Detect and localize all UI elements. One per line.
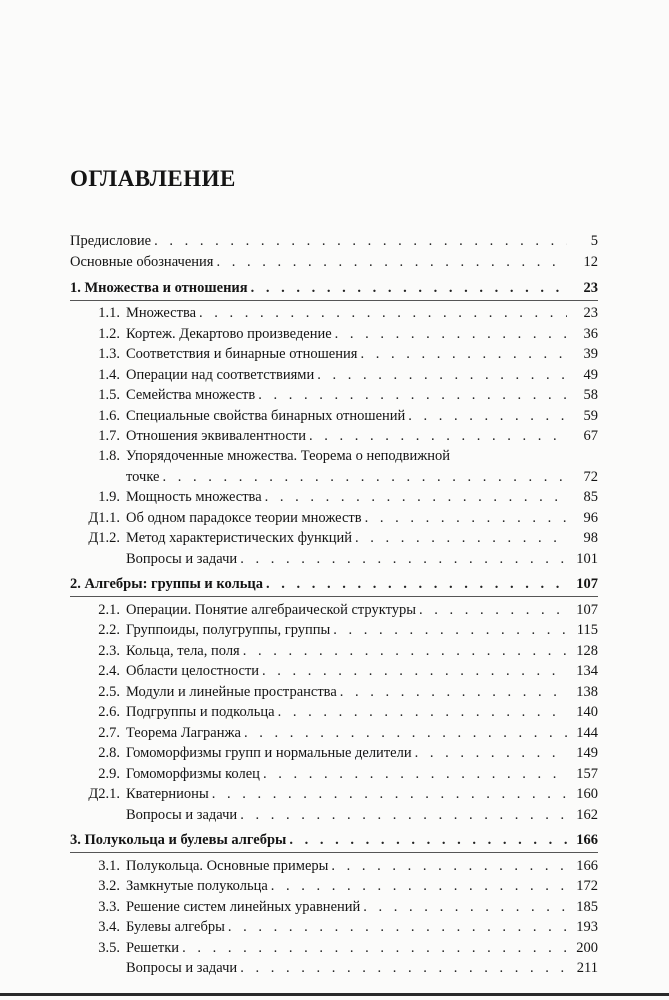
- toc-page-number: 166: [576, 832, 598, 848]
- section-title: Вопросы и задачи: [126, 550, 238, 567]
- toc-chapter-1[interactable]: [70, 277, 598, 298]
- toc-page-number: 144: [576, 724, 598, 741]
- dot-leader: [415, 743, 567, 763]
- section-title: Операции. Понятие алгебраической структуры: [126, 601, 416, 618]
- dot-leader: [216, 252, 567, 272]
- dot-leader: [182, 938, 567, 958]
- dot-leader: [335, 324, 567, 344]
- toc-section[interactable]: [70, 303, 598, 324]
- toc-section[interactable]: [70, 487, 598, 508]
- toc-page-number: 140: [576, 704, 598, 720]
- toc-page-number: 96: [583, 509, 598, 526]
- section-title: Группоиды, полугруппы, группы: [126, 622, 331, 638]
- section-number: 3.1.: [98, 857, 120, 874]
- chapter-divider: [70, 596, 598, 597]
- toc-page-number: 157: [576, 765, 598, 782]
- toc-page-number: 98: [583, 530, 598, 546]
- dot-leader: [331, 856, 567, 876]
- toc-section[interactable]: [70, 344, 598, 365]
- page-bottom-border: [0, 993, 669, 996]
- dot-leader: [365, 508, 567, 528]
- toc-section[interactable]: [70, 896, 598, 917]
- chapter-title: 1. Множества и отношения: [70, 279, 248, 296]
- toc-page-number: 67: [583, 428, 598, 444]
- toc-entry-label: Основные обозначения: [70, 254, 214, 270]
- section-title: Кольца, тела, поля: [126, 642, 240, 659]
- toc-page-number: 160: [576, 786, 598, 802]
- dot-leader: [258, 385, 567, 405]
- page-title: ОГЛАВЛЕНИЕ: [70, 166, 236, 191]
- section-title: Соответствия и бинарные отношения: [126, 346, 358, 362]
- section-title: Замкнутые полукольца: [126, 878, 268, 894]
- section-title: Решение систем линейных уравнений: [126, 898, 361, 915]
- dot-leader: [309, 426, 567, 446]
- toc-page-number: 12: [583, 254, 598, 270]
- dot-leader: [240, 805, 567, 825]
- section-title: Об одном парадоксе теории множеств: [126, 509, 362, 526]
- section-title: Решетки: [126, 939, 180, 956]
- dot-leader: [199, 303, 567, 323]
- toc-section[interactable]: [70, 640, 598, 661]
- toc-entry-notation[interactable]: [70, 252, 598, 273]
- section-title: Кортеж. Декартово произведение: [126, 325, 332, 342]
- toc-page-number: 162: [576, 806, 598, 823]
- dot-leader: [317, 365, 567, 385]
- toc-section[interactable]: [70, 548, 598, 569]
- dot-leader: [240, 549, 567, 569]
- toc-page-number: 59: [583, 407, 598, 424]
- toc-section[interactable]: [70, 743, 598, 764]
- dot-leader: [419, 600, 567, 620]
- toc-entry-label: Предисловие: [70, 232, 152, 249]
- toc-chapter-3[interactable]: [70, 830, 598, 851]
- dot-leader: [278, 702, 567, 722]
- dot-leader: [360, 344, 567, 364]
- toc-section[interactable]: [70, 804, 598, 825]
- toc-section[interactable]: [70, 681, 598, 702]
- toc-page-number: 193: [576, 919, 598, 935]
- section-number: 1.3.: [98, 346, 120, 362]
- section-title: Кватернионы: [126, 786, 209, 802]
- dot-leader: [244, 723, 567, 743]
- section-number: 2.8.: [98, 745, 120, 761]
- toc-section[interactable]: [70, 937, 598, 958]
- toc-page-number: 39: [583, 346, 598, 362]
- dot-leader: [363, 897, 567, 917]
- section-number: 2.7.: [98, 724, 120, 741]
- toc-page-number: 185: [576, 898, 598, 915]
- section-title: Отношения эквивалентности: [126, 428, 306, 444]
- section-title: Теорема Лагранжа: [126, 724, 241, 741]
- toc-page-number: 72: [583, 468, 598, 485]
- toc-entry-preface[interactable]: [70, 230, 598, 251]
- section-number: 3.3.: [98, 898, 120, 915]
- section-number: 3.5.: [98, 939, 120, 956]
- section-number: 3.2.: [98, 878, 120, 894]
- toc-section[interactable]: [70, 958, 598, 979]
- section-number: 1.8.: [98, 448, 120, 464]
- toc-page-number: 58: [583, 387, 598, 403]
- toc-section[interactable]: [70, 364, 598, 385]
- toc-section[interactable]: [70, 784, 598, 805]
- toc-section[interactable]: [70, 528, 598, 549]
- section-number: 2.6.: [98, 704, 120, 720]
- section-title-continuation: точке: [126, 468, 160, 485]
- toc-section[interactable]: [70, 385, 598, 406]
- section-number: 3.4.: [98, 919, 120, 935]
- section-number: 1.2.: [98, 325, 120, 342]
- toc-page-number: 200: [576, 939, 598, 956]
- toc-section[interactable]: [70, 620, 598, 641]
- dot-leader: [340, 682, 567, 702]
- section-number: 2.4.: [98, 663, 120, 679]
- toc-section[interactable]: [70, 507, 598, 528]
- section-number: 2.9.: [98, 765, 120, 782]
- toc-section[interactable]: [70, 722, 598, 743]
- section-number: 1.5.: [98, 387, 120, 403]
- section-number: Д1.2.: [88, 530, 120, 546]
- toc-section[interactable]: [70, 426, 598, 447]
- dot-leader: [162, 467, 567, 487]
- toc-page-number: 172: [576, 878, 598, 894]
- section-title: Гомоморфизмы групп и нормальные делители: [126, 745, 412, 761]
- toc-page-number: 149: [576, 745, 598, 761]
- dot-leader: [266, 574, 567, 594]
- section-title: Гомоморфизмы колец: [126, 765, 260, 782]
- section-number: 2.1.: [98, 601, 120, 618]
- section-number: 1.7.: [98, 428, 120, 444]
- dot-leader: [212, 784, 567, 804]
- toc-page-number: 138: [576, 683, 598, 700]
- toc-section[interactable]: [70, 917, 598, 938]
- toc-chapter-2[interactable]: [70, 574, 598, 595]
- dot-leader: [333, 620, 567, 640]
- toc-page-number: 128: [576, 642, 598, 659]
- section-title: Метод характеристических функций: [126, 530, 353, 546]
- section-number: 1.4.: [98, 366, 120, 383]
- toc-page-number: 115: [576, 622, 598, 638]
- toc-section[interactable]: [70, 446, 598, 466]
- toc-page-number: 107: [576, 576, 598, 592]
- toc-page-number: 107: [576, 601, 598, 618]
- toc-section[interactable]: [70, 855, 598, 876]
- section-title: Модули и линейные пространства: [126, 683, 337, 700]
- toc-page-number: 23: [583, 305, 598, 321]
- section-title: Вопросы и задачи: [126, 806, 238, 823]
- section-title: Булевы алгебры: [126, 919, 225, 935]
- chapter-divider: [70, 852, 598, 853]
- toc-page-number: 5: [590, 232, 598, 249]
- section-number: 2.5.: [98, 683, 120, 700]
- section-title: Операции над соответствиями: [126, 366, 315, 383]
- section-title: Области целостности: [126, 663, 260, 679]
- dot-leader: [243, 641, 567, 661]
- chapter-title: 3. Полукольца и булевы алгебры: [70, 832, 287, 848]
- section-number: 1.9.: [98, 489, 120, 505]
- dot-leader: [240, 958, 567, 978]
- dot-leader: [154, 231, 567, 251]
- toc-page-number: 36: [583, 325, 598, 342]
- toc-page-number: 166: [576, 857, 598, 874]
- section-number: Д2.1.: [88, 786, 120, 802]
- toc-section[interactable]: [70, 702, 598, 723]
- toc-page-number: 49: [583, 366, 598, 383]
- toc-section-continuation[interactable]: [70, 466, 598, 487]
- toc-section[interactable]: [70, 876, 598, 897]
- dot-leader: [262, 661, 567, 681]
- dot-leader: [408, 406, 567, 426]
- section-number: 1.6.: [98, 407, 120, 424]
- dot-leader: [289, 830, 567, 850]
- toc-section[interactable]: [70, 599, 598, 620]
- dot-leader: [271, 876, 567, 896]
- toc-section[interactable]: [70, 763, 598, 784]
- section-number: 1.1.: [98, 305, 120, 321]
- section-title: Специальные свойства бинарных отношений: [126, 407, 406, 424]
- toc-page-number: 134: [576, 663, 598, 679]
- section-title: Упорядоченные множества. Теорема о неподвижной: [126, 448, 451, 464]
- section-title: Подгруппы и подкольца: [126, 704, 275, 720]
- dot-leader: [263, 764, 567, 784]
- chapter-divider: [70, 300, 598, 301]
- toc-page-number: 101: [576, 550, 598, 567]
- section-number: 2.3.: [98, 642, 120, 659]
- section-title: Семейства множеств: [126, 387, 256, 403]
- toc-page-number: 85: [583, 489, 598, 505]
- section-title: Вопросы и задачи: [126, 960, 238, 976]
- dot-leader: [251, 278, 567, 298]
- section-title: Полукольца. Основные примеры: [126, 857, 329, 874]
- dot-leader: [265, 487, 567, 507]
- toc-section[interactable]: [70, 405, 598, 426]
- toc-page-number: 23: [583, 279, 598, 296]
- table-of-contents: [70, 230, 598, 978]
- chapter-title: 2. Алгебры: группы и кольца: [70, 576, 263, 592]
- section-title: Мощность множества: [126, 489, 262, 505]
- section-number: 2.2.: [98, 622, 120, 638]
- toc-section[interactable]: [70, 323, 598, 344]
- toc-section[interactable]: [70, 661, 598, 682]
- section-number: Д1.1.: [88, 509, 120, 526]
- dot-leader: [228, 917, 567, 937]
- toc-page-number: 211: [576, 960, 598, 976]
- section-title: Множества: [126, 305, 197, 321]
- dot-leader: [355, 528, 567, 548]
